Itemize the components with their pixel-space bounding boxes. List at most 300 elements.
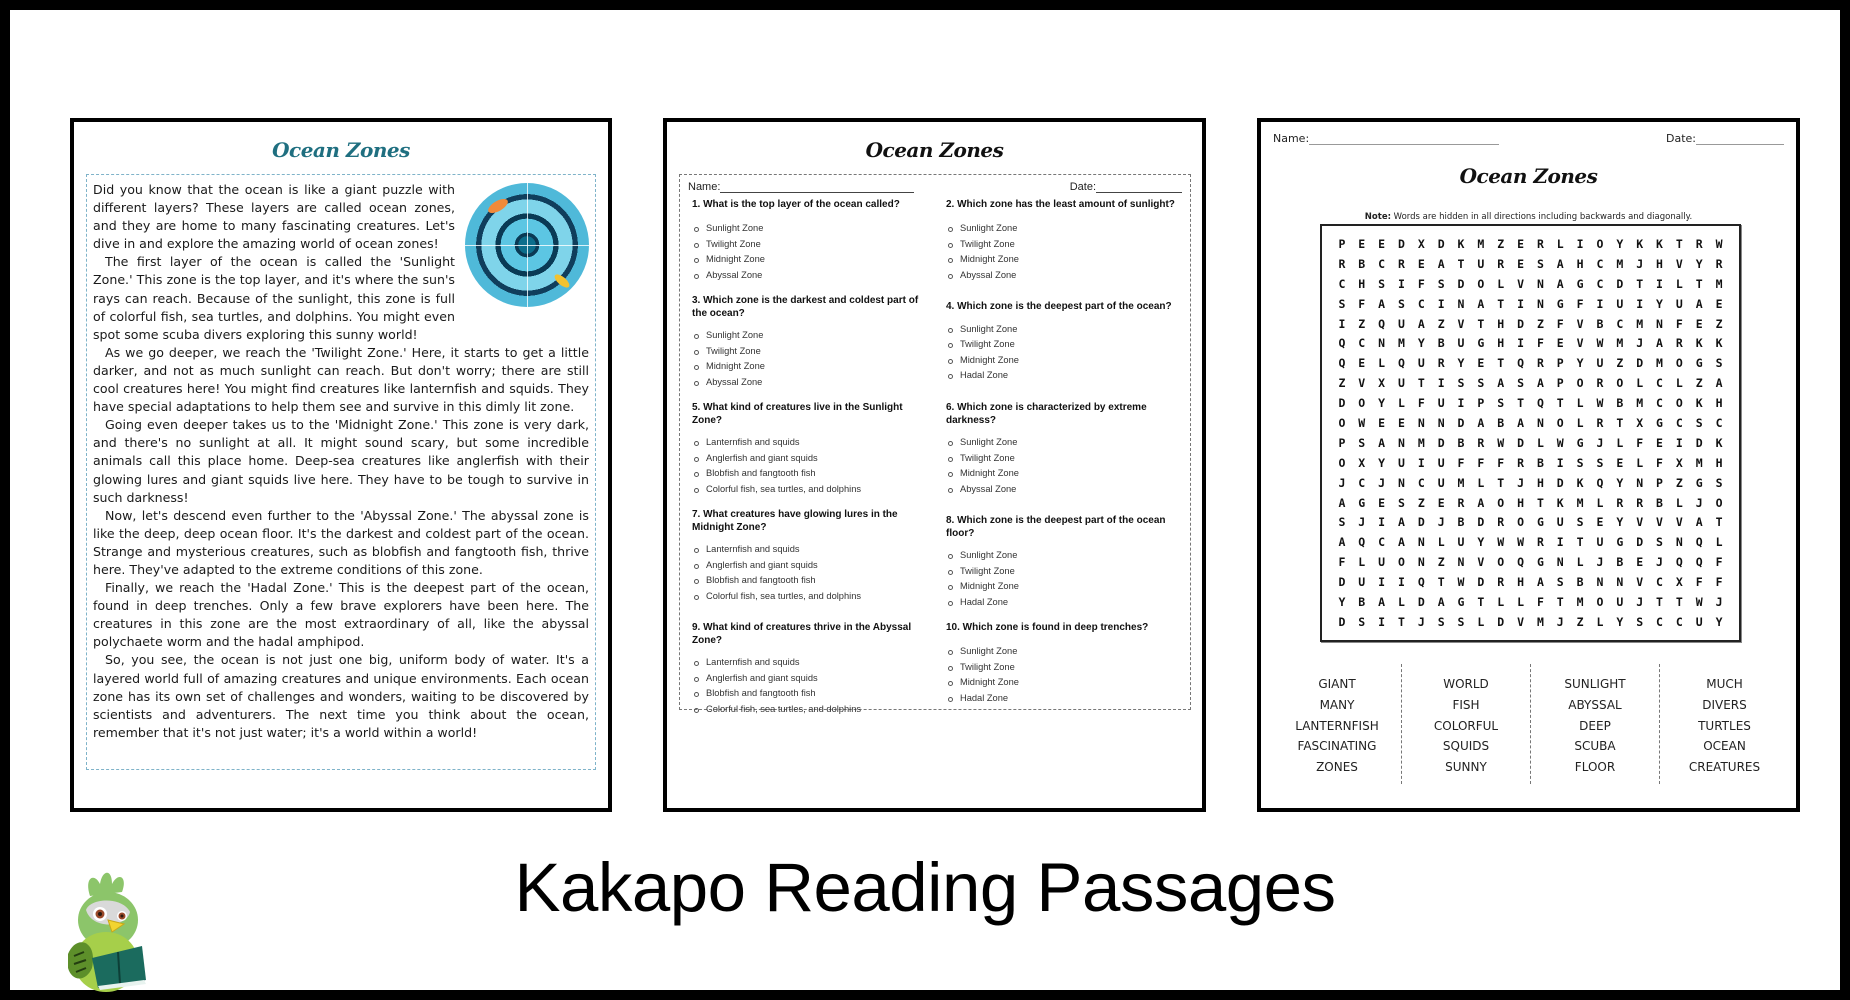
grid-letter[interactable]: U (1695, 614, 1703, 629)
grid-letter[interactable]: V (1517, 614, 1525, 629)
grid-letter[interactable]: M (1576, 595, 1584, 610)
grid-letter[interactable]: E (1437, 495, 1445, 510)
grid-letter[interactable]: X (1378, 376, 1386, 391)
grid-letter[interactable]: C (1358, 336, 1366, 351)
grid-letter[interactable]: C (1417, 296, 1425, 311)
answer-option[interactable]: Lanternfish and squids (692, 435, 928, 451)
grid-letter[interactable]: Y (1616, 515, 1624, 530)
grid-letter[interactable]: V (1636, 515, 1644, 530)
grid-letter[interactable]: L (1715, 535, 1723, 550)
date-field[interactable] (1070, 181, 1182, 193)
grid-letter[interactable]: L (1636, 376, 1644, 391)
answer-option[interactable]: Twilight Zone (946, 564, 1182, 580)
grid-letter[interactable]: L (1517, 595, 1525, 610)
grid-letter[interactable]: H (1715, 396, 1723, 411)
grid-letter[interactable]: H (1536, 475, 1544, 490)
grid-letter[interactable]: Y (1378, 396, 1386, 411)
grid-letter[interactable]: D (1477, 515, 1485, 530)
answer-option[interactable]: Sunlight Zone (692, 328, 928, 344)
grid-letter[interactable]: A (1338, 535, 1346, 550)
grid-letter[interactable]: S (1398, 296, 1405, 311)
grid-letter[interactable]: C (1378, 535, 1386, 550)
grid-letter[interactable]: D (1437, 237, 1445, 251)
grid-letter[interactable]: M (1616, 256, 1624, 271)
grid-letter[interactable]: G (1695, 475, 1703, 490)
grid-letter[interactable]: S (1437, 614, 1445, 629)
grid-letter[interactable]: J (1358, 515, 1366, 530)
answer-option[interactable]: Twilight Zone (946, 451, 1182, 467)
grid-letter[interactable]: D (1517, 435, 1525, 450)
grid-letter[interactable]: I (1457, 396, 1465, 411)
grid-letter[interactable]: J (1596, 555, 1604, 570)
grid-letter[interactable]: E (1398, 416, 1405, 431)
grid-letter[interactable]: D (1457, 416, 1465, 431)
grid-letter[interactable]: N (1536, 416, 1544, 431)
grid-letter[interactable]: L (1576, 555, 1584, 570)
grid-letter[interactable]: L (1636, 455, 1644, 470)
answer-option[interactable]: Sunlight Zone (692, 221, 928, 237)
grid-letter[interactable]: Y (1576, 356, 1584, 371)
grid-letter[interactable]: K (1576, 475, 1584, 490)
grid-letter[interactable]: M (1636, 316, 1644, 331)
grid-letter[interactable]: J (1715, 595, 1723, 610)
grid-letter[interactable]: X (1675, 575, 1683, 590)
grid-letter[interactable]: U (1417, 356, 1425, 371)
grid-letter[interactable]: R (1398, 256, 1405, 271)
grid-letter[interactable]: O (1517, 515, 1525, 530)
grid-letter[interactable]: D (1457, 276, 1465, 291)
grid-letter[interactable]: M (1715, 276, 1723, 291)
grid-letter[interactable]: R (1536, 535, 1544, 550)
grid-letter[interactable]: Y (1417, 336, 1425, 351)
grid-letter[interactable]: L (1675, 376, 1683, 391)
grid-letter[interactable]: A (1378, 296, 1386, 311)
grid-letter[interactable]: N (1398, 475, 1405, 490)
grid-letter[interactable]: H (1576, 256, 1584, 271)
grid-letter[interactable]: E (1477, 356, 1485, 371)
grid-letter[interactable]: G (1536, 515, 1544, 530)
grid-letter[interactable]: G (1695, 356, 1703, 371)
grid-letter[interactable]: J (1417, 614, 1425, 629)
answer-option[interactable]: Twilight Zone (692, 237, 928, 253)
grid-letter[interactable]: F (1695, 575, 1703, 590)
grid-letter[interactable]: N (1656, 316, 1663, 331)
grid-letter[interactable]: R (1497, 515, 1505, 530)
grid-letter[interactable]: Q (1378, 316, 1386, 331)
grid-letter[interactable]: P (1338, 435, 1346, 450)
grid-letter[interactable]: L (1675, 495, 1683, 510)
grid-letter[interactable]: V (1477, 555, 1485, 570)
grid-letter[interactable]: D (1338, 614, 1346, 629)
grid-letter[interactable]: C (1656, 376, 1663, 391)
answer-option[interactable]: Sunlight Zone (946, 435, 1182, 451)
name-field[interactable] (688, 181, 914, 193)
grid-letter[interactable]: O (1358, 396, 1366, 411)
grid-letter[interactable]: C (1675, 614, 1683, 629)
grid-letter[interactable]: F (1536, 595, 1544, 610)
grid-letter[interactable]: O (1497, 495, 1505, 510)
grid-letter[interactable]: R (1536, 356, 1544, 371)
grid-letter[interactable]: E (1656, 435, 1663, 450)
grid-letter[interactable]: T (1437, 575, 1445, 590)
grid-letter[interactable]: V (1656, 515, 1663, 530)
grid-letter[interactable]: Q (1695, 535, 1703, 550)
grid-letter[interactable]: W (1517, 535, 1525, 550)
grid-letter[interactable]: S (1656, 535, 1663, 550)
grid-letter[interactable]: B (1536, 455, 1544, 470)
grid-letter[interactable]: F (1457, 455, 1465, 470)
grid-letter[interactable]: Q (1417, 575, 1425, 590)
grid-letter[interactable]: M (1536, 614, 1544, 629)
answer-option[interactable]: Twilight Zone (692, 344, 928, 360)
date-field[interactable] (1666, 132, 1784, 145)
grid-letter[interactable]: Z (1616, 356, 1624, 371)
grid-letter[interactable]: X (1358, 455, 1366, 470)
grid-letter[interactable]: J (1338, 475, 1346, 490)
grid-letter[interactable]: R (1457, 495, 1465, 510)
grid-letter[interactable]: S (1695, 416, 1703, 431)
answer-option[interactable]: Sunlight Zone (946, 322, 1182, 338)
grid-letter[interactable]: C (1596, 276, 1604, 291)
grid-letter[interactable]: T (1576, 535, 1584, 550)
grid-letter[interactable]: L (1497, 595, 1505, 610)
grid-letter[interactable]: A (1398, 515, 1405, 530)
grid-letter[interactable]: E (1636, 555, 1644, 570)
grid-letter[interactable]: D (1695, 435, 1703, 450)
grid-letter[interactable]: E (1616, 455, 1624, 470)
grid-letter[interactable]: R (1675, 336, 1683, 351)
grid-letter[interactable]: I (1378, 614, 1386, 629)
grid-letter[interactable]: S (1556, 575, 1564, 590)
grid-letter[interactable]: S (1576, 455, 1584, 470)
grid-letter[interactable]: C (1675, 416, 1683, 431)
grid-letter[interactable]: Z (1715, 316, 1723, 331)
grid-letter[interactable]: I (1556, 535, 1564, 550)
grid-letter[interactable]: S (1378, 276, 1386, 291)
grid-letter[interactable]: O (1338, 416, 1346, 431)
grid-letter[interactable]: T (1457, 256, 1465, 271)
grid-letter[interactable]: E (1517, 237, 1525, 251)
grid-letter[interactable]: A (1695, 296, 1703, 311)
grid-letter[interactable]: D (1497, 614, 1505, 629)
grid-letter[interactable]: Z (1437, 316, 1445, 331)
grid-letter[interactable]: T (1477, 316, 1485, 331)
grid-letter[interactable]: F (1497, 455, 1505, 470)
grid-letter[interactable]: M (1656, 356, 1663, 371)
grid-letter[interactable]: W (1715, 237, 1723, 251)
grid-letter[interactable]: K (1715, 336, 1723, 351)
grid-letter[interactable]: B (1576, 575, 1584, 590)
grid-letter[interactable]: O (1596, 595, 1604, 610)
grid-letter[interactable]: B (1616, 396, 1624, 411)
grid-letter[interactable]: S (1457, 376, 1465, 391)
grid-letter[interactable]: D (1556, 475, 1564, 490)
answer-option[interactable]: Abyssal Zone (692, 375, 928, 391)
grid-letter[interactable]: H (1656, 256, 1663, 271)
grid-letter[interactable]: I (1378, 515, 1386, 530)
grid-letter[interactable]: P (1556, 356, 1564, 371)
grid-letter[interactable]: A (1497, 376, 1505, 391)
grid-letter[interactable]: G (1457, 595, 1465, 610)
grid-letter[interactable]: K (1556, 495, 1564, 510)
grid-letter[interactable]: C (1378, 256, 1386, 271)
grid-letter[interactable]: I (1556, 455, 1564, 470)
grid-letter[interactable]: M (1695, 455, 1703, 470)
grid-letter[interactable]: A (1477, 495, 1485, 510)
grid-letter[interactable]: G (1536, 555, 1544, 570)
grid-letter[interactable]: Z (1576, 614, 1584, 629)
grid-letter[interactable]: I (1437, 376, 1445, 391)
name-field[interactable] (1273, 132, 1499, 145)
grid-letter[interactable]: I (1417, 455, 1425, 470)
grid-letter[interactable]: R (1596, 416, 1604, 431)
grid-letter[interactable]: A (1556, 256, 1564, 271)
grid-letter[interactable]: G (1358, 495, 1366, 510)
grid-letter[interactable]: E (1517, 256, 1525, 271)
answer-option[interactable]: Midnight Zone (946, 579, 1182, 595)
grid-letter[interactable]: E (1378, 495, 1386, 510)
grid-letter[interactable]: N (1596, 575, 1604, 590)
grid-letter[interactable]: L (1576, 416, 1584, 431)
grid-letter[interactable]: N (1378, 336, 1386, 351)
grid-letter[interactable]: U (1378, 555, 1386, 570)
grid-letter[interactable]: O (1556, 416, 1564, 431)
grid-letter[interactable]: A (1715, 376, 1723, 391)
grid-letter[interactable]: Q (1695, 555, 1703, 570)
grid-letter[interactable]: L (1398, 396, 1405, 411)
grid-letter[interactable]: M (1576, 495, 1584, 510)
grid-letter[interactable]: J (1695, 495, 1703, 510)
grid-letter[interactable]: G (1576, 276, 1584, 291)
answer-option[interactable]: Anglerfish and giant squids (692, 558, 928, 574)
grid-letter[interactable]: F (1338, 555, 1346, 570)
grid-letter[interactable]: V (1457, 316, 1465, 331)
grid-letter[interactable]: J (1636, 595, 1644, 610)
grid-letter[interactable]: Z (1536, 316, 1544, 331)
grid-letter[interactable]: Q (1358, 535, 1366, 550)
grid-letter[interactable]: L (1556, 237, 1564, 251)
grid-letter[interactable]: A (1338, 495, 1346, 510)
grid-letter[interactable]: L (1398, 595, 1405, 610)
grid-letter[interactable]: S (1457, 614, 1465, 629)
answer-option[interactable]: Colorful fish, sea turtles, and dolphins (692, 482, 928, 498)
grid-letter[interactable]: U (1616, 296, 1624, 311)
grid-letter[interactable]: T (1417, 376, 1425, 391)
grid-letter[interactable]: T (1616, 416, 1624, 431)
grid-letter[interactable]: C (1338, 276, 1346, 291)
grid-letter[interactable]: R (1437, 356, 1445, 371)
grid-letter[interactable]: R (1497, 575, 1505, 590)
grid-letter[interactable]: S (1437, 276, 1445, 291)
grid-letter[interactable]: M (1457, 475, 1465, 490)
grid-letter[interactable]: L (1497, 276, 1505, 291)
grid-letter[interactable]: L (1675, 276, 1683, 291)
grid-letter[interactable]: S (1338, 296, 1346, 311)
answer-option[interactable]: Sunlight Zone (946, 644, 1182, 660)
answer-option[interactable]: Blobfish and fangtooth fish (692, 466, 928, 482)
grid-letter[interactable]: N (1556, 555, 1564, 570)
grid-letter[interactable]: D (1417, 515, 1425, 530)
grid-letter[interactable]: B (1358, 256, 1366, 271)
grid-letter[interactable]: M (1636, 396, 1644, 411)
grid-letter[interactable]: Q (1517, 356, 1525, 371)
grid-letter[interactable]: U (1596, 535, 1604, 550)
grid-letter[interactable]: T (1497, 475, 1505, 490)
grid-letter[interactable]: I (1517, 296, 1525, 311)
grid-letter[interactable]: K (1695, 396, 1703, 411)
grid-letter[interactable]: J (1437, 515, 1445, 530)
answer-option[interactable]: Anglerfish and giant squids (692, 671, 928, 687)
grid-letter[interactable]: N (1616, 575, 1624, 590)
grid-letter[interactable]: I (1378, 575, 1386, 590)
grid-letter[interactable]: I (1398, 276, 1405, 291)
grid-letter[interactable]: S (1358, 614, 1366, 629)
answer-option[interactable]: Colorful fish, sea turtles, and dolphins (692, 702, 928, 718)
grid-letter[interactable]: E (1378, 416, 1386, 431)
grid-letter[interactable]: N (1398, 435, 1405, 450)
grid-letter[interactable]: Y (1378, 455, 1386, 470)
grid-letter[interactable]: H (1517, 575, 1525, 590)
answer-option[interactable]: Colorful fish, sea turtles, and dolphins (692, 589, 928, 605)
answer-option[interactable]: Lanternfish and squids (692, 542, 928, 558)
grid-letter[interactable]: S (1398, 495, 1405, 510)
grid-letter[interactable]: W (1695, 595, 1703, 610)
answer-option[interactable]: Blobfish and fangtooth fish (692, 686, 928, 702)
grid-letter[interactable]: A (1477, 296, 1485, 311)
grid-letter[interactable]: R (1338, 256, 1346, 271)
grid-letter[interactable]: K (1457, 237, 1465, 251)
grid-letter[interactable]: H (1715, 455, 1723, 470)
grid-letter[interactable]: K (1636, 237, 1644, 251)
grid-letter[interactable]: F (1636, 435, 1644, 450)
grid-letter[interactable]: X (1636, 416, 1644, 431)
grid-letter[interactable]: S (1477, 376, 1485, 391)
grid-letter[interactable]: E (1715, 296, 1723, 311)
grid-letter[interactable]: O (1675, 356, 1683, 371)
grid-letter[interactable]: H (1497, 336, 1505, 351)
grid-letter[interactable]: T (1556, 595, 1564, 610)
grid-letter[interactable]: J (1656, 555, 1663, 570)
grid-letter[interactable]: T (1636, 276, 1644, 291)
grid-letter[interactable]: F (1715, 555, 1723, 570)
grid-letter[interactable]: S (1536, 256, 1544, 271)
grid-letter[interactable]: P (1656, 475, 1663, 490)
grid-letter[interactable]: G (1556, 296, 1564, 311)
grid-letter[interactable]: A (1477, 416, 1485, 431)
grid-letter[interactable]: S (1596, 455, 1604, 470)
grid-letter[interactable]: T (1675, 237, 1683, 251)
grid-letter[interactable]: F (1656, 455, 1663, 470)
grid-letter[interactable]: B (1358, 595, 1366, 610)
grid-letter[interactable]: I (1576, 237, 1584, 251)
grid-letter[interactable]: U (1437, 475, 1445, 490)
grid-letter[interactable]: Y (1656, 296, 1663, 311)
grid-letter[interactable]: J (1378, 475, 1386, 490)
grid-letter[interactable]: L (1576, 396, 1584, 411)
grid-letter[interactable]: S (1715, 475, 1723, 490)
grid-letter[interactable]: C (1358, 475, 1366, 490)
grid-letter[interactable]: Z (1675, 475, 1683, 490)
grid-letter[interactable]: F (1675, 316, 1683, 331)
grid-letter[interactable]: U (1358, 575, 1366, 590)
grid-letter[interactable]: I (1656, 276, 1663, 291)
grid-letter[interactable]: S (1358, 435, 1366, 450)
grid-letter[interactable]: Q (1398, 356, 1405, 371)
grid-letter[interactable]: I (1437, 296, 1445, 311)
grid-letter[interactable]: I (1398, 575, 1405, 590)
grid-letter[interactable]: B (1497, 416, 1505, 431)
grid-letter[interactable]: D (1636, 535, 1644, 550)
grid-letter[interactable]: F (1358, 296, 1366, 311)
answer-option[interactable]: Midnight Zone (946, 675, 1182, 691)
grid-letter[interactable]: Z (1417, 495, 1425, 510)
grid-letter[interactable]: I (1596, 296, 1604, 311)
grid-letter[interactable]: C (1616, 316, 1624, 331)
grid-letter[interactable]: Q (1338, 336, 1346, 351)
grid-letter[interactable]: O (1497, 555, 1505, 570)
grid-letter[interactable]: J (1636, 256, 1644, 271)
grid-letter[interactable]: D (1437, 435, 1445, 450)
grid-letter[interactable]: U (1556, 515, 1564, 530)
grid-letter[interactable]: I (1338, 316, 1346, 331)
answer-option[interactable]: Abyssal Zone (946, 482, 1182, 498)
grid-letter[interactable]: A (1417, 316, 1425, 331)
answer-option[interactable]: Midnight Zone (946, 466, 1182, 482)
answer-option[interactable]: Hadal Zone (946, 368, 1182, 384)
grid-letter[interactable]: G (1656, 416, 1663, 431)
grid-letter[interactable]: N (1457, 296, 1465, 311)
answer-option[interactable]: Blobfish and fangtooth fish (692, 573, 928, 589)
grid-letter[interactable]: T (1517, 396, 1525, 411)
grid-letter[interactable]: R (1536, 237, 1544, 251)
grid-letter[interactable]: F (1536, 336, 1544, 351)
grid-letter[interactable]: Z (1497, 237, 1505, 251)
grid-letter[interactable]: C (1417, 475, 1425, 490)
grid-letter[interactable]: U (1616, 595, 1624, 610)
grid-letter[interactable]: L (1477, 614, 1485, 629)
grid-letter[interactable]: Z (1358, 316, 1366, 331)
grid-letter[interactable]: O (1715, 495, 1723, 510)
grid-letter[interactable]: Y (1616, 475, 1624, 490)
grid-letter[interactable]: T (1497, 356, 1505, 371)
grid-letter[interactable]: G (1477, 336, 1485, 351)
grid-letter[interactable]: N (1417, 416, 1425, 431)
grid-letter[interactable]: T (1656, 595, 1663, 610)
grid-letter[interactable]: L (1596, 495, 1604, 510)
grid-letter[interactable]: N (1437, 416, 1445, 431)
grid-letter[interactable]: O (1477, 276, 1485, 291)
grid-letter[interactable]: W (1596, 336, 1604, 351)
grid-letter[interactable]: M (1616, 336, 1624, 351)
grid-letter[interactable]: U (1398, 455, 1405, 470)
grid-letter[interactable]: A (1378, 595, 1386, 610)
answer-option[interactable]: Abyssal Zone (946, 268, 1182, 284)
grid-letter[interactable]: L (1596, 614, 1604, 629)
grid-letter[interactable]: O (1398, 555, 1405, 570)
answer-option[interactable]: Midnight Zone (946, 252, 1182, 268)
grid-letter[interactable]: L (1536, 435, 1544, 450)
grid-letter[interactable]: B (1457, 435, 1465, 450)
grid-letter[interactable]: F (1576, 296, 1584, 311)
grid-letter[interactable]: T (1715, 515, 1723, 530)
grid-letter[interactable]: Q (1675, 555, 1683, 570)
answer-option[interactable]: Hadal Zone (946, 691, 1182, 707)
grid-letter[interactable]: Y (1616, 614, 1624, 629)
answer-option[interactable]: Hadal Zone (946, 595, 1182, 611)
grid-letter[interactable]: D (1417, 595, 1425, 610)
grid-letter[interactable]: G (1616, 535, 1624, 550)
grid-letter[interactable]: Q (1517, 555, 1525, 570)
